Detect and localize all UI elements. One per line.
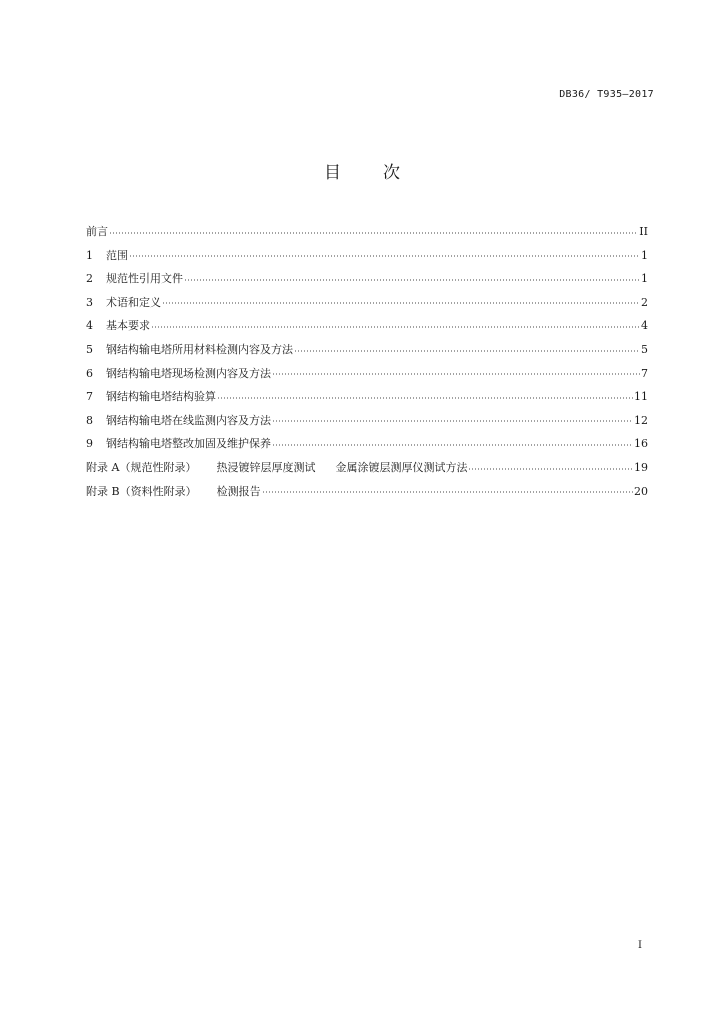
toc-entry-page: 11 <box>634 390 648 404</box>
toc-entry-6[interactable] <box>86 362 648 386</box>
toc-entry-page: 4 <box>641 319 648 333</box>
toc-entry-2[interactable] <box>86 267 648 291</box>
toc-entry-number: 4 <box>86 319 93 333</box>
toc-entry-8[interactable] <box>86 409 648 433</box>
toc-leader-dots <box>262 491 633 493</box>
toc-entry-label: 钢结构输电塔在线监测内容及方法 <box>106 413 271 427</box>
document-code: DB36/ T935—2017 <box>559 89 654 100</box>
toc-entry-appendix-b[interactable] <box>86 480 648 504</box>
toc-entry-label: 钢结构输电塔现场检测内容及方法 <box>106 366 271 380</box>
toc-entry-foreword[interactable] <box>86 220 648 244</box>
toc-entry-label <box>86 456 467 480</box>
toc-entry-number: 8 <box>86 413 93 427</box>
toc-entry-number: 6 <box>86 366 93 380</box>
toc-entry-number: 5 <box>86 342 93 356</box>
toc-entry-label: 钢结构输电塔所用材料检测内容及方法 <box>106 342 293 356</box>
toc-entry-7[interactable] <box>86 385 648 409</box>
toc-entry-page: 1 <box>641 248 648 262</box>
toc-entry-page: II <box>639 225 648 238</box>
toc-title-char-2: 次 <box>383 163 400 183</box>
toc-leader-dots <box>129 255 640 257</box>
toc-leader-dots <box>109 232 638 234</box>
toc-entry-label: 基本要求 <box>106 319 150 333</box>
toc-entry-number: 3 <box>86 295 93 309</box>
toc-entry-number: 9 <box>86 437 93 451</box>
toc-entry-9[interactable] <box>86 432 648 456</box>
toc-leader-dots <box>184 279 640 281</box>
toc-entry-page: 20 <box>634 484 648 498</box>
toc-entry-number: 1 <box>86 248 93 262</box>
toc-entry-4[interactable] <box>86 314 648 338</box>
toc-entry-number: 2 <box>86 272 93 286</box>
toc-entry-label: 钢结构输电塔整改加固及维护保养 <box>106 437 271 451</box>
toc-entry-page: 16 <box>634 437 648 451</box>
toc-leader-dots <box>151 326 640 328</box>
toc-entry-page: 19 <box>634 460 648 474</box>
toc-entry-5[interactable] <box>86 338 648 362</box>
toc-leader-dots <box>468 468 633 470</box>
toc-entry-page: 12 <box>634 413 648 427</box>
toc-entry-label: 前言 <box>86 225 108 238</box>
appendix-subtitle: 金属涂镀层测厚仪测试方法 <box>335 460 468 474</box>
toc-entry-3[interactable] <box>86 291 648 315</box>
toc-leader-dots <box>217 397 633 399</box>
toc-entry-page: 5 <box>641 342 648 356</box>
toc-title <box>0 158 724 183</box>
toc-entry-label: 范围 <box>106 248 128 262</box>
toc-entry-label: 钢结构输电塔结构验算 <box>106 390 216 404</box>
toc-leader-dots <box>294 350 640 352</box>
toc-entry-appendix-a[interactable] <box>86 456 648 480</box>
page-number: I <box>638 940 642 951</box>
toc-entry-label: 规范性引用文件 <box>106 272 183 286</box>
toc-entry-1[interactable] <box>86 244 648 268</box>
toc-entry-page: 2 <box>641 295 648 309</box>
toc-leader-dots <box>272 420 633 422</box>
toc-entry-label: 术语和定义 <box>106 295 161 309</box>
toc-title-char-1: 目 <box>324 163 341 183</box>
toc-entry-number: 7 <box>86 390 93 404</box>
appendix-title: 检测报告 <box>216 484 261 498</box>
toc-leader-dots <box>272 444 633 446</box>
toc-leader-dots <box>162 302 640 304</box>
toc-leader-dots <box>272 373 640 375</box>
table-of-contents <box>86 220 648 503</box>
appendix-designation: 附录 A（规范性附录） <box>86 460 197 474</box>
appendix-designation: 附录 B（资料性附录） <box>86 484 197 498</box>
appendix-title: 热浸镀锌层厚度测试 <box>216 460 316 474</box>
toc-entry-page: 1 <box>641 272 648 286</box>
toc-entry-page: 7 <box>641 366 648 380</box>
toc-entry-label <box>86 480 261 504</box>
